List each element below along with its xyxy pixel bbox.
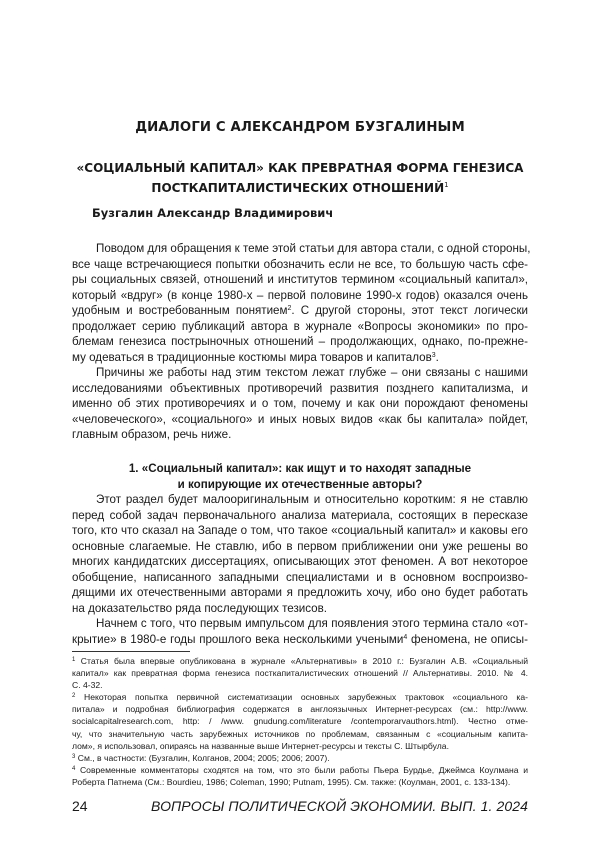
footnote-ref-1[interactable]: 1 [444, 181, 449, 189]
footnote-line: socialcapitalresearch.com, http: / /www. gnudung.com/literature /contemporarvauthors.html). Честно отме- [72, 716, 528, 727]
text-line [72, 350, 528, 366]
article-title [72, 160, 528, 197]
footnote-number: 2 [72, 693, 76, 700]
footnote-number: 3 [72, 753, 76, 760]
author-name: Бузгалин Александр Владимирович [92, 206, 334, 220]
text-line [72, 303, 528, 319]
article-title-line-2-text: ПОСТКАПИТАЛИСТИЧЕСКИХ ОТНОШЕНИЙ [151, 181, 445, 195]
footnote-4 [72, 764, 528, 776]
page-number: 24 [72, 798, 88, 814]
text-line: обобщение, написанного западными специалистами и в основном воспроизво- [72, 570, 528, 584]
text-line: продолжает серию публикаций автора в журнале «Вопросы экономики» по про- [72, 319, 528, 333]
text-line: Начнем с того, что первым импульсом для появления этого термина стало «от- [96, 617, 528, 630]
footnotes [72, 655, 528, 788]
footnote-ref-4[interactable]: 4 [403, 633, 408, 641]
footnote-text: См., в частности: (Бузгалин, Колганов, 2004; 2005; 2006; 2007). [75, 752, 330, 763]
footnote-number: 4 [72, 765, 76, 772]
text-line [72, 632, 528, 648]
text-segment: феномена, не описы- [407, 632, 528, 646]
footnote-text: Статья была впервые опубликована в журнале «Альтернативы» в 2010 г.: Бузгалин А.В. «Социальный [75, 656, 528, 666]
text-segment: . С другой стороны, этот текст логически [291, 304, 528, 317]
article-title-line-2 [72, 177, 528, 197]
footnote-line: Роберта Патнема (См.: Bourdieu, 1986; Coleman, 1990; Putnam, 1995). См. также: (Коулман, 2001, с. 133-134). [72, 776, 511, 787]
footnote-number: 1 [72, 657, 76, 663]
text-line: который «вдруг» (в конце 1980-х – первой половине 1990-х годов) оказался очень [72, 288, 528, 302]
footnote-text: Некоторая попытка первичной систематизации основных зарубежных трактовок «социального ка- [75, 692, 528, 703]
subsection-title-part-1: «Социальный капитал»: как ищут и то находят западные [141, 462, 472, 475]
footnote-line: капитал» как превратная форма генезиса посткапиталистических отношений // Альтернативы. 2010. № 4. [72, 668, 528, 679]
text-line: Поводом для обращения к теме этой статьи для автора стали, с одной стороны, [96, 242, 531, 255]
footnote-line: С. 4-32. [72, 680, 103, 691]
footnote-line: чу, что значительную часть зарубежных источников по проблемам, связанным с «социальным капита- [72, 728, 528, 739]
text-line: именно об этих противоречиях и о том, почему и как они порождают феномены [72, 397, 528, 410]
subsection-heading-line-2: и копирующие их отечественные авторы? [177, 477, 423, 491]
text-line: основные слагаемые. Не ставлю, ибо в первом приближении они уже решены во [72, 539, 528, 553]
text-line: главным образом, речь ниже. [72, 428, 232, 441]
text-line: ры социальных связей, отношений и институтов термином «социальный капитал», [72, 273, 528, 286]
text-segment: удобным и востребованным понятием [72, 304, 288, 317]
text-line: «человеческого», «социального» и иных новых видов «как бы капитала» пойдет, [72, 412, 528, 426]
text-line: Этот раздел будет малооригинальным и относительно коротким: я не ставлю [96, 493, 528, 506]
footnote-ref-3[interactable]: 3 [431, 351, 436, 359]
text-line: исследованиями объективных противоречий развития позднего капитализма, и [72, 381, 528, 395]
text-line: Причины же работы над этим текстом лежат глубже – они связаны с нашими [96, 366, 528, 379]
document-page [72, 0, 531, 855]
text-line: дящими их отечественными авторами я предложить хочу, ибо оно будет работать [72, 586, 528, 599]
page-footer [72, 798, 528, 818]
paragraph-1 [72, 241, 531, 365]
text-segment: му одеваться в традиционные костюмы мира товаров и капиталов [72, 350, 432, 364]
footnote-2 [72, 691, 528, 703]
subsection-heading [72, 461, 528, 492]
paragraph-2 [72, 365, 528, 443]
footnote-line: питала» и подробная библиография содержатся в англоязычных Интернет-ресурсах (см.: http://www. [72, 704, 528, 715]
section-title: ДИАЛОГИ С АЛЕКСАНДРОМ БУЗГАЛИНЫМ [135, 120, 465, 135]
footnote-1 [72, 655, 528, 667]
text-line: все чаще встречающиеся попытки обозначить если не все, то большую часть сфе- [72, 257, 528, 271]
footnote-3 [72, 752, 528, 764]
paragraph-4 [72, 616, 528, 647]
subsection-heading-line-1 [72, 461, 528, 477]
text-line: блемам генезиса пострыночных отношений – продолжающих, однако, по-прежне- [72, 335, 528, 348]
journal-running-title: ВОПРОСЫ ПОЛИТИЧЕСКОЙ ЭКОНОМИИ. ВЫП. 1. 2024 [150, 798, 528, 814]
footnote-line: лом», я использовал, опираясь на названные выше Интернет-ресурсы и тексты С. Штырбула. [72, 740, 449, 751]
footnote-ref-2[interactable]: 2 [287, 305, 292, 312]
text-segment: крытие» в 1980-е годы прошлого века несколькими учеными [72, 632, 404, 646]
text-line: многих кандидатских диссертациях, описывающих этот феномен. А вот некоторое [72, 555, 528, 568]
text-segment: . [435, 350, 439, 364]
footnote-text: Современные комментаторы сходятся на том, что это были работы Пьера Бурдье, Джеймса Коулмана и [75, 764, 528, 775]
text-line: того, кто что сказал на Западе о том, что такое «социальный капитал» и каковы его [72, 524, 528, 537]
footnote-divider [72, 651, 190, 652]
subsection-number: 1. [128, 462, 139, 475]
text-line: на доказательство ряда последующих тезисов. [72, 601, 328, 615]
text-line: перед собой задач первоначального анализа материала, состоящих в пересказе [72, 508, 528, 522]
paragraph-3 [72, 492, 528, 616]
article-title-line-1: «СОЦИАЛЬНЫЙ КАПИТАЛ» КАК ПРЕВРАТНАЯ ФОРМА ГЕНЕЗИСА [76, 161, 524, 175]
